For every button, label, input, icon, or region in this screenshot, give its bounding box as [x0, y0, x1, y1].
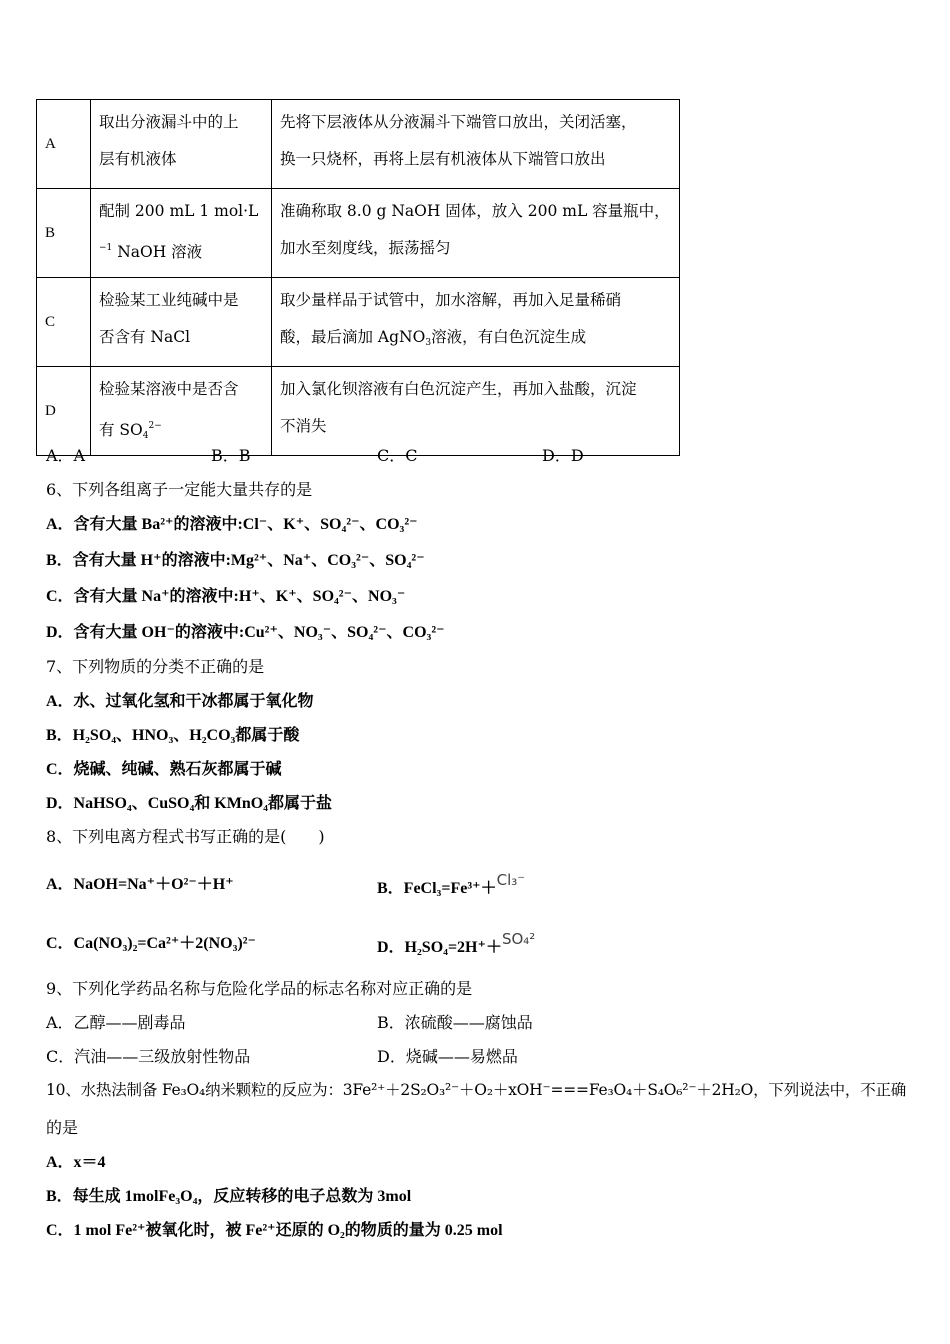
q6-choice-c[interactable]: C．含有大量 Na⁺的溶液中:H⁺、K⁺、SO₄²⁻、NO₃⁻	[46, 588, 406, 605]
cell-line: 取少量样品于试管中，加水溶解，再加入足量稀硝	[280, 291, 622, 309]
row-label: D	[37, 367, 91, 456]
q8-choice-c[interactable]: C．Ca(NO₃)₂=Ca²⁺＋2(NO₃)²⁻	[46, 935, 256, 952]
experiment-table	[36, 99, 680, 456]
cell-line: 取出分液漏斗中的上	[99, 113, 239, 131]
purpose-cell	[91, 100, 272, 189]
table-row	[37, 278, 680, 367]
q9-choice-a[interactable]: A．乙醇——剧毒品	[46, 1013, 186, 1032]
choice-text: D．H₂SO₄=2H⁺＋	[377, 939, 502, 956]
row-label: A	[37, 100, 91, 189]
subscript: 4	[142, 431, 149, 441]
q9-choice-c[interactable]: C．汽油——三级放射性物品	[46, 1047, 251, 1066]
q6-choice-a[interactable]: A．含有大量 Ba²⁺的溶液中:Cl⁻、K⁺、SO₄²⁻、CO₃²⁻	[46, 516, 418, 533]
formula-image: Cl₃⁻	[496, 871, 526, 889]
q9-stem: 9、下列化学药品名称与危险化学品的标志名称对应正确的是	[46, 979, 473, 998]
q8-stem: 8、下列电离方程式书写正确的是( )	[46, 827, 325, 846]
subscript: 3	[425, 338, 432, 348]
q10-stem-line2: 的是	[46, 1118, 79, 1137]
superscript: 2−	[148, 421, 162, 431]
q5-choice-d[interactable]: D．D	[542, 446, 584, 465]
q7-choice-b[interactable]: B．H₂SO₄、HNO₃、H₂CO₃都属于酸	[46, 727, 300, 744]
formula-image: SO₄²	[501, 930, 536, 948]
q5-choice-c[interactable]: C．C	[377, 446, 418, 465]
q8-choice-b[interactable]	[377, 871, 525, 898]
table-row	[37, 100, 680, 189]
cell-line: 否含有 NaCl	[99, 328, 191, 346]
q9-choice-d[interactable]: D．烧碱——易燃品	[377, 1047, 518, 1066]
cell-line: 不消失	[280, 417, 327, 435]
cell-text: 溶液，有白色沉淀生成	[431, 328, 587, 346]
q5-choice-a[interactable]: A．A	[46, 446, 86, 465]
cell-line: 检验某溶液中是否含	[99, 380, 239, 398]
q7-choice-c[interactable]: C．烧碱、纯碱、熟石灰都属于碱	[46, 761, 282, 778]
purpose-cell	[91, 278, 272, 367]
cell-line: 层有机液体	[99, 150, 177, 168]
q6-choice-d[interactable]: D．含有大量 OH⁻的溶液中:Cu²⁺、NO₃⁻、SO₄²⁻、CO₃²⁻	[46, 624, 445, 641]
q10-stem-line1: 10、水热法制备 Fe₃O₄纳米颗粒的反应为：3Fe²⁺＋2S₂O₃²⁻＋O₂＋xOH⁻===Fe₃O₄＋S₄O₆²⁻＋2H₂O，下列说法中，不正确	[46, 1081, 907, 1099]
q8-choice-a[interactable]: A．NaOH=Na⁺＋O²⁻＋H⁺	[46, 876, 234, 893]
q10-choice-c[interactable]: C．1 mol Fe²⁺被氧化时，被 Fe²⁺还原的 O₂的物质的量为 0.25 mol	[46, 1222, 503, 1239]
q8-choice-d[interactable]	[377, 930, 535, 957]
q10-choice-b[interactable]: B．每生成 1molFe₃O₄，反应转移的电子总数为 3mol	[46, 1188, 412, 1205]
cell-line	[99, 230, 263, 271]
operation-cell	[272, 367, 680, 456]
q6-stem: 6、下列各组离子一定能大量共存的是	[46, 480, 313, 499]
cell-line: 加入氯化钡溶液有白色沉淀产生，再加入盐酸，沉淀	[280, 380, 637, 398]
purpose-cell	[91, 189, 272, 278]
q6-choice-b[interactable]: B．含有大量 H⁺的溶液中:Mg²⁺、Na⁺、CO₃²⁻、SO₄²⁻	[46, 552, 425, 569]
choice-text: B．FeCl₃=Fe³⁺＋	[377, 880, 497, 897]
cell-line: 加水至刻度线，振荡摇匀	[280, 239, 451, 257]
q7-choice-d[interactable]: D．NaHSO₄、CuSO₄和 KMnO₄都属于盐	[46, 795, 332, 812]
operation-cell	[272, 278, 680, 367]
cell-text: NaOH 溶液	[112, 243, 203, 261]
table-row	[37, 189, 680, 278]
q7-stem: 7、下列物质的分类不正确的是	[46, 657, 265, 676]
cell-line	[280, 319, 671, 362]
operation-cell	[272, 189, 680, 278]
q10-choice-a[interactable]: A．x＝4	[46, 1154, 106, 1171]
cell-line: 检验某工业纯碱中是	[99, 291, 239, 309]
q9-choice-b[interactable]: B．浓硫酸——腐蚀品	[377, 1013, 533, 1032]
q5-choice-b[interactable]: B．B	[211, 446, 251, 465]
superscript: −1	[99, 243, 113, 253]
operation-cell	[272, 100, 680, 189]
cell-text: 有 SO	[99, 421, 143, 439]
cell-line: 先将下层液体从分液漏斗下端管口放出，关闭活塞，	[280, 113, 637, 131]
cell-text: 酸，最后滴加 AgNO	[280, 328, 426, 346]
cell-line: 准确称取 8.0 g NaOH 固体，放入 200 mL 容量瓶中，	[280, 202, 670, 220]
row-label: C	[37, 278, 91, 367]
cell-line: 换一只烧杯，再将上层有机液体从下端管口放出	[280, 150, 606, 168]
row-label: B	[37, 189, 91, 278]
q7-choice-a[interactable]: A．水、过氧化氢和干冰都属于氧化物	[46, 693, 314, 710]
cell-line: 配制 200 mL 1 mol·L	[99, 202, 259, 220]
